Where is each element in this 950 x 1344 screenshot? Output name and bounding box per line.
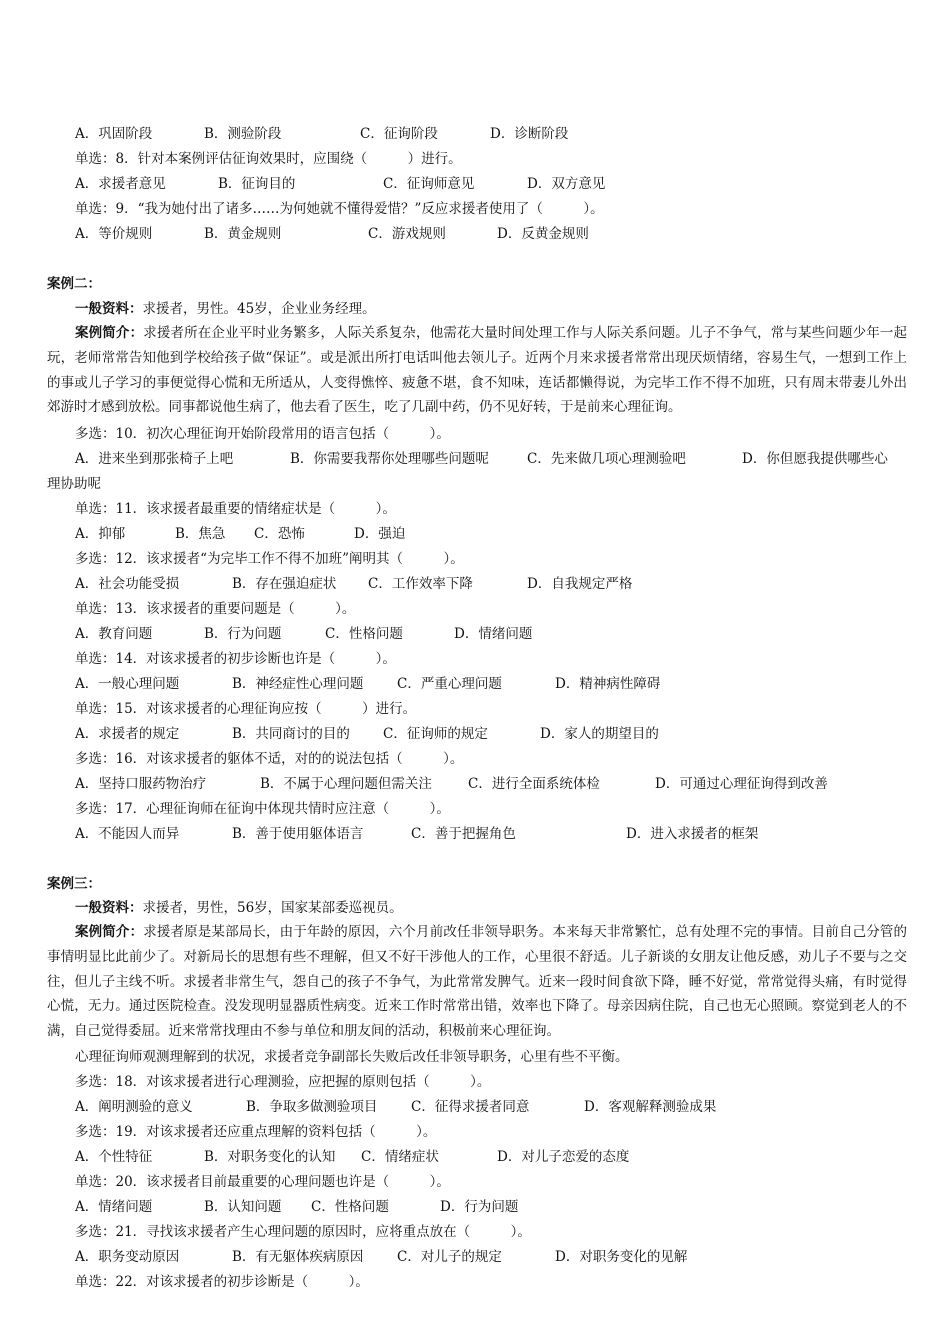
q8-option-b: B．征询目的 [218,176,296,192]
q21-question: 多选：21．寻找该求援者产生心理问题的原因时，应将重点放在（ ）。 [75,1224,531,1240]
q18-option-a: A．阐明测验的意义 [75,1099,193,1115]
q18-option-c: C．征得求援者同意 [411,1099,530,1115]
q12-option-d: D．自我规定严格 [527,576,633,592]
q10-option-b: B．你需要我帮你处理哪些问题呢 [290,451,489,467]
q18-option-d: D．客观解释测验成果 [584,1099,717,1115]
q20-option-c: C．性格问题 [311,1199,389,1215]
q8-question: 单选：8．针对本案例评估征询效果时，应围绕（ ）进行。 [75,151,462,167]
q16-question: 多选：16．对该求援者的躯体不适，对的的说法包括（ ）。 [75,751,464,767]
q9-option-c: C．游戏规则 [368,226,446,242]
case3-info-text: 求援者，男性，56岁，国家某部委巡视员。 [142,900,403,916]
q17-option-a: A．不能因人而异 [75,826,180,842]
q17-option-d: D．进入求援者的框架 [626,826,759,842]
case3-observation: 心理征询师观测理解到的状况，求援者竞争副部长失败后改任非领导职务，心里有些不平衡。 [75,1049,629,1065]
q10-option-d: D．你但愿我提供哪些心 [742,451,888,467]
q19-option-d: D．对儿子恋爱的态度 [497,1149,630,1165]
q9-option-a: A．等价规则 [75,226,153,242]
case3-title: 案例三： [47,876,101,892]
q16-option-d: D．可通过心理征询得到改善 [655,776,828,792]
case2-info-label: 一般资料： [75,301,143,317]
case3-intro-text: 求援者原是某部局长，由于年龄的原因，六个月前改任非领导职务。本来每天非常繁忙，总有处理不完的事情。目前自己分管的事情明显比此前少了。对新局长的思想有些不理解，但又不好干涉他人的工作，心里很不舒适。儿子新谈的女朋友让他反感，劝儿子不要与之交往，但儿子主线不听。求援者非常生气，怨自己的孩子不争气，为此常常发脾气。近来一段时间食欲下降，睡不好觉，常常觉得头痛，有时觉得心慌，无力。通过医院检查。没发现明显器质性病变。近来工作时常常出错，效率也下降了。母亲因病住院，自己也无心照顾。察觉到老人的不满，自己觉得委屈。近来常常找理由不参与单位和朋友间的活动，积极前来心理征询。 [47,924,908,1040]
case3-info [75,899,403,917]
case2-intro [47,321,907,420]
q11-question: 单选：11．该求援者最重要的情绪症状是（ ）。 [75,501,396,517]
q16-option-a: A．坚持口服药物治疗 [75,776,207,792]
q8-option-c: C．征询师意见 [383,176,475,192]
q7-option-b: B．测验阶段 [204,126,282,142]
q22-question: 单选：22．对该求援者的初步诊断是（ ）。 [75,1274,369,1290]
case3-intro-label: 案例简介： [75,924,144,940]
q7-option-c: C．征询阶段 [360,126,438,142]
q15-option-a: A．求援者的规定 [75,726,180,742]
q12-option-b: B．存在强迫症状 [232,576,337,592]
q7-option-d: D．诊断阶段 [490,126,569,142]
q11-option-a: A．抑郁 [75,526,126,542]
q13-option-a: A．教育问题 [75,626,153,642]
q20-option-d: D．行为问题 [440,1199,519,1215]
q13-option-c: C．性格问题 [325,626,403,642]
q7-option-a: A．巩固阶段 [75,126,153,142]
q19-option-b: B．对职务变化的认知 [204,1149,336,1165]
q21-option-d: D．对职务变化的见解 [555,1249,688,1265]
case2-info [75,300,376,318]
q15-option-b: B．共同商讨的目的 [232,726,350,742]
q19-question: 多选：19．对该求援者还应重点理解的资料包括（ ）。 [75,1124,437,1140]
q21-option-a: A．职务变动原因 [75,1249,180,1265]
q19-option-c: C．情绪症状 [361,1149,439,1165]
q17-option-b: B．善于使用躯体语言 [232,826,364,842]
case2-title: 案例二： [47,276,101,292]
q15-option-c: C．征询师的规定 [383,726,488,742]
q10-option-c: C．先来做几项心理测验吧 [527,451,686,467]
q10-question: 多选：10．初次心理征询开始阶段常用的语言包括（ ）。 [75,426,450,442]
case3-intro [47,920,907,1044]
q14-question: 单选：14．对该求援者的初步诊断也许是（ ）。 [75,651,396,667]
q16-option-c: C．进行全面系统体检 [468,776,600,792]
q10-option-a: A．进来坐到那张椅子上吧 [75,451,234,467]
q20-option-a: A．情绪问题 [75,1199,153,1215]
q20-question: 单选：20．该求援者目前最重要的心理问题也许是（ ）。 [75,1174,450,1190]
q12-question: 多选：12．该求援者“为完毕工作不得不加班”阐明其（ ）。 [75,551,464,567]
q13-option-b: B．行为问题 [204,626,282,642]
q8-option-a: A．求援者意见 [75,176,166,192]
q15-option-d: D．家人的期望目的 [540,726,659,742]
q13-question: 单选：13．该求援者的重要问题是（ ）。 [75,601,356,617]
q14-option-d: D．精神病性障碍 [555,676,661,692]
q13-option-d: D．情绪问题 [454,626,533,642]
q11-option-d: D．强迫 [354,526,406,542]
q19-option-a: A．个性特征 [75,1149,153,1165]
q11-option-c: C．恐怖 [254,526,305,542]
q12-option-c: C．工作效率下降 [368,576,473,592]
case2-info-text: 求援者，男性。45岁，企业业务经理。 [142,301,376,317]
q14-option-c: C．严重心理问题 [397,676,502,692]
q16-option-b: B．不属于心理问题但需关注 [260,776,432,792]
q21-option-c: C．对儿子的规定 [397,1249,502,1265]
q10-option-d-continuation: 理协助呢 [47,476,101,492]
q21-option-b: B．有无躯体疾病原因 [232,1249,364,1265]
q18-option-b: B．争取多做测验项目 [246,1099,378,1115]
case2-intro-label: 案例简介： [75,325,144,341]
q12-option-a: A．社会功能受损 [75,576,180,592]
q9-option-d: D．反黄金规则 [497,226,589,242]
q14-option-b: B．神经症性心理问题 [232,676,364,692]
q9-option-b: B．黄金规则 [204,226,282,242]
q18-question: 多选：18．对该求援者进行心理测验，应把握的原则包括（ ）。 [75,1074,491,1090]
q15-question: 单选：15．对该求援者的心理征询应按（ ）进行。 [75,701,417,717]
q14-option-a: A．一般心理问题 [75,676,180,692]
q9-question: 单选：9．“我为她付出了诸多……为何她就不懂得爱惜？”反应求援者使用了（ ）。 [75,201,604,217]
q8-option-d: D．双方意见 [527,176,606,192]
q11-option-b: B．焦急 [175,526,226,542]
q17-question: 多选：17．心理征询师在征询中体现共情时应注意（ ）。 [75,801,450,817]
q17-option-c: C．善于把握角色 [411,826,516,842]
q20-option-b: B．认知问题 [204,1199,282,1215]
case3-info-label: 一般资料： [75,900,143,916]
case2-intro-text: 求援者所在企业平时业务繁多，人际关系复杂，他需花大量时间处理工作与人际关系问题。儿子不争气，常与某些问题少年一起玩，老师常常告知他到学校给孩子做“保证”。或是派出所打电话叫他去领儿子。近两个月来求援者常常出现厌烦情绪，容易生气，一想到工作上的事或儿子学习的事便觉得心慌和无所适从，人变得憔悴、疲惫不堪，食不知味，连话都懒得说，为完毕工作不得不加班，只有周末带妻儿外出郊游时才感到放松。同事都说他生病了，他去看了医生，吃了几副中药，仍不见好转，于是前来心理征询。 [47,325,908,416]
